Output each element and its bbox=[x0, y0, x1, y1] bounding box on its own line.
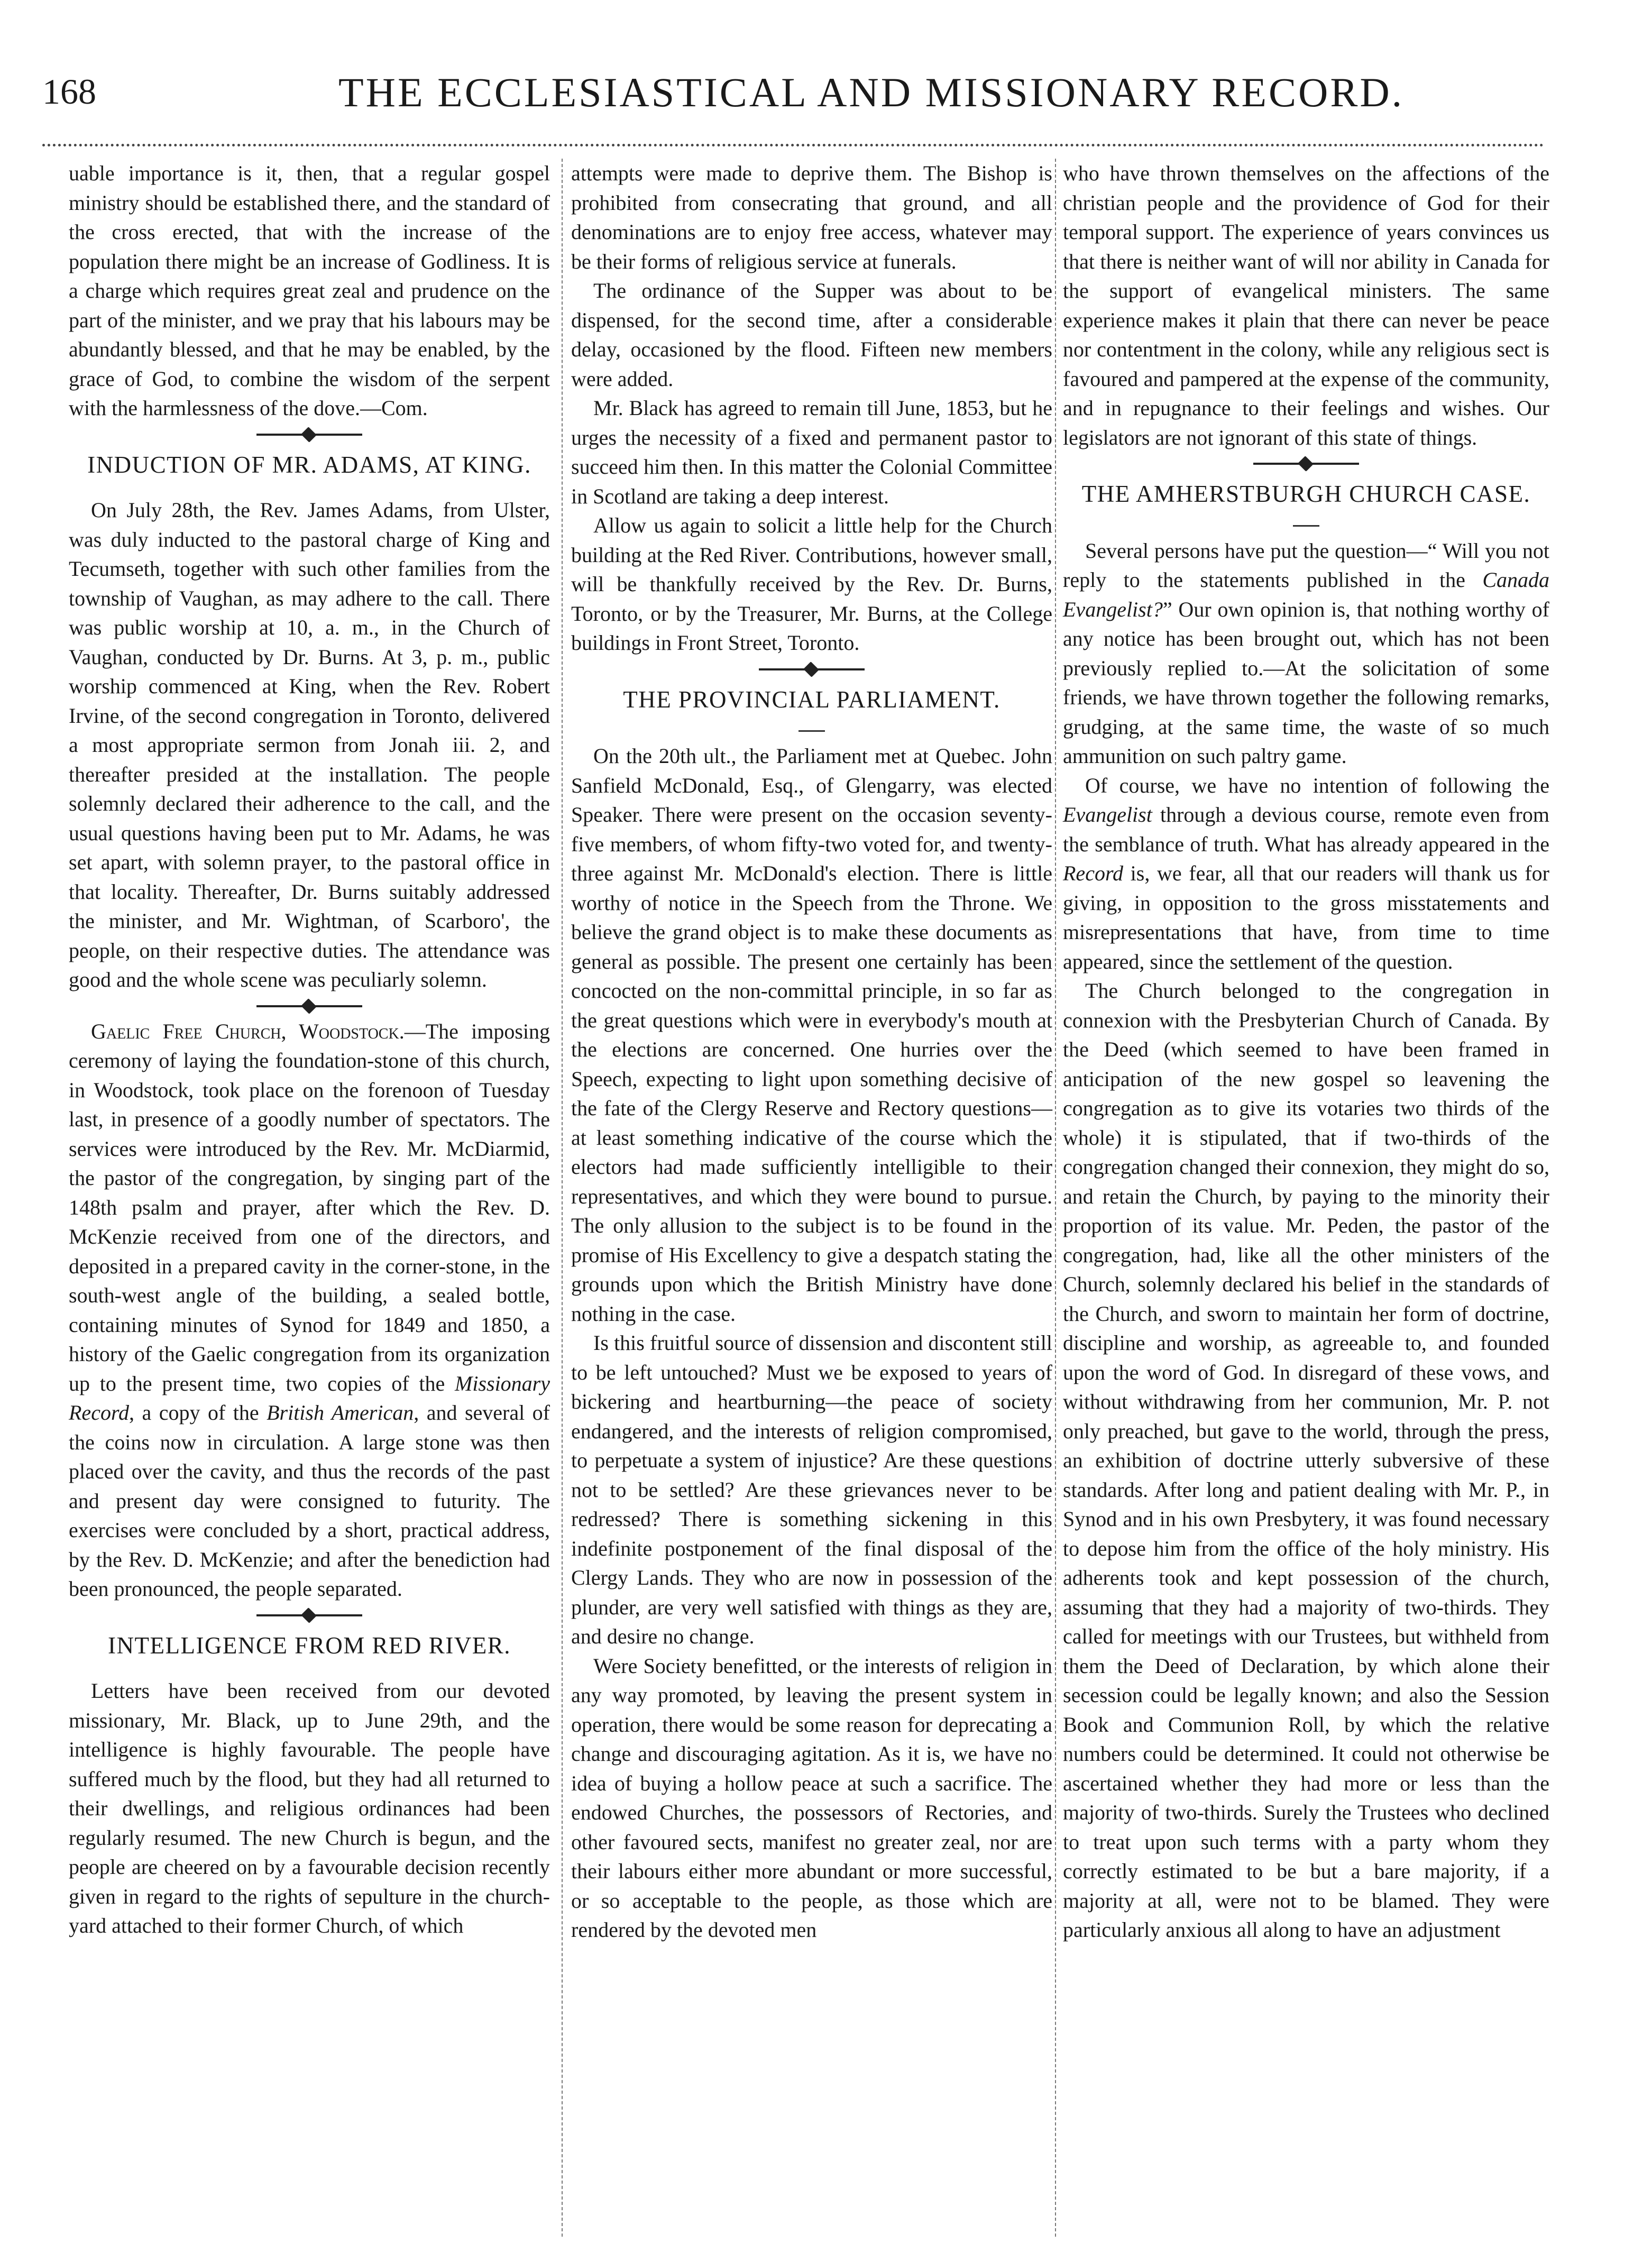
article-continuation: who have thrown themselves on the affections of the christian people and the providence of God for their temporal support. The experience of years convinces us that there is neither want of will nor ability in Canada for the support of evangelical ministers. The same experience makes it plain that there can never be peace nor contentment in the colony, while any religious sect is favoured and pampered at the expense of the community, and in repugnance to their feelings and wishes. Our legislators are not ignorant of this state of things. bbox=[1063, 161, 1549, 449]
article-continuation: uable importance is it, then, that a regular gospel ministry should be established there, and the standard of the cross erected, that with the increase of the population there might be an increase of Godliness. It is a charge which requires great zeal and prudence on the part of the minister, and we pray that his labours may be abundantly blessed, and that he may be enabled, by the grace of God, to combine the wisdom of the serpent with the harmlessness of the dove.—Com. bbox=[69, 161, 550, 420]
column-3 bbox=[1063, 159, 1549, 1945]
article-continuation: attempts were made to deprive them. The Bishop is prohibited from consecrating that ground, and all denominations are to enjoy free access, whatever may be their forms of religious service at funerals. bbox=[571, 161, 1052, 273]
section-ornament bbox=[256, 999, 362, 1014]
journal-title: THE ECCLESIASTICAL AND MISSIONARY RECORD. bbox=[338, 69, 1405, 115]
column-1 bbox=[69, 159, 550, 1941]
section-ornament bbox=[759, 662, 865, 677]
paragraph-red-river: Letters have been received from our devoted missionary, Mr. Black, up to June 29th, and the intelligence is highly favourable. The people have suffered much by the flood, but they had all returned to their dwellings, and religious ordinances had been regularly resumed. The new Church is begun, and the people are cheered on by a favourable decision recently given in regard to the rights of sepulture in the church-yard attached to their former Church, of which bbox=[69, 1679, 550, 1937]
column-2 bbox=[571, 159, 1052, 1945]
page-number: 168 bbox=[42, 71, 96, 112]
paragraph-black: Mr. Black has agreed to remain till June, 1853, but he urges the necessity of a fixed and permanent pastor to succeed him then. In this matter the Colonial Committee in Scotland are taking a deep interest. bbox=[571, 396, 1052, 508]
paragraph-several: Several persons have put the question—“ Will you not reply to the statements published in the Canada Evangelist?” Our own opinion is, that nothing worthy of any notice has been brought out, which has not been previously replied to.—At the solicitation of some friends, we have thrown together the following remarks, grudging, at the same time, the waste of so much ammunition on such paltry game. bbox=[1063, 538, 1549, 768]
page-header bbox=[42, 63, 1576, 122]
section-ornament bbox=[256, 1608, 362, 1623]
paragraph-parliament: On the 20th ult., the Parliament met at Quebec. John Sanfield McDonald, Esq., of Glengarry, was elected Speaker. There were present on the occasion seventy-five members, of whom fifty-two voted for, and twenty-three against Mr. McDonald's election. There is little worthy of notice in the Speech from the Throne. We believe the grand object is to make these documents as general as possible. The present one certainly has been concocted on the non-committal principle, in so far as the great questions which were in everybody's mouth at the elections are concerned. One hurries over the Speech, expecting to light upon something decisive of the fate of the Clergy Reserve and Rectory questions—at least something indicative of the course which the electors had made sufficiently intelligible to their representatives, and which they were bound to pursue. The only allusion to the subject is to be found in the promise of His Excellency to give a despatch stating the grounds upon which the British Ministry have done nothing in the case. bbox=[571, 744, 1052, 1326]
paragraph-induction: On July 28th, the Rev. James Adams, from Ulster, was duly inducted to the pastoral charge of King and Tecumseth, together with such other families from the township of Vaughan, as may adhere to the call. There was public worship at 10, a. m., in the Church of Vaughan, conducted by Dr. Burns. At 3, p. m., public worship commenced at King, when the Rev. Robert Irvine, of the second congregation in Toronto, delivered a most appropriate sermon from Jonah iii. 2, and thereafter presided at the installation. The people solemnly declared their adherence to the call, and the usual questions having been put to Mr. Adams, he was set apart, with solemn prayer, to the pastoral office in that locality. Thereafter, Dr. Burns suitably addressed the minister, and Mr. Wightman, of Scarboro', the people, on their respective duties. The attendance was good and the whole scene was peculiarly solemn. bbox=[69, 498, 550, 991]
paragraph-church: The Church belonged to the congregation in connexion with the Presbyterian Church of Canada. By the Deed (which seemed to have been framed in anticipation of the new gospel so leavening the congregation as to give its votaries two thirds of the whole) it is stipulated, that if two-thirds of the congregation changed their connexion, they might do so, and retain the Church, by paying to the minority their proportion of its value. Mr. Peden, the pastor of the congregation, had, like all the other ministers of the Church, solemnly declared his belief in the standards of the Church, and sworn to maintain her form of doctrine, discipline and worship, as agreeable to, and founded upon the word of God. In disregard of these vows, and without withdrawing from her communion, Mr. P. not only preached, but gave to the world, through the press, an exhibition of doctrine utterly subversive of these standards. After long and patient dealing with Mr. P., in Synod and in his own Presbytery, it was found necessary to depose him from the office of the holy ministry. His adherents took and kept possession of the church, assuming that they had a majority of two-thirds. They called for meetings with our Trustees, but withheld from them the Deed of Declaration, by which alone their secession could be legally known; and also the Session Book and Communion Roll, by which the relative numbers could be determined. It could not otherwise be ascertained whether they had more or less than the majority of two-thirds. Surely the Trustees who declined to treat upon such terms with a party whom they correctly estimated to be but a bare majority, if a majority at all, were not to be blamed. They were particularly anxious all along to have an adjustment bbox=[1063, 979, 1549, 1942]
heading-rule bbox=[1293, 525, 1319, 527]
column-divider bbox=[1055, 159, 1056, 2237]
paragraph-allow: Allow us again to solicit a little help for the Church building at the Red River. Contributions, however small, will be thankfully received by the Rev. Dr. Burns, Toronto, or by the Treasurer, Mr. Burns, at the College buildings in Front Street, Toronto. bbox=[571, 513, 1052, 655]
section-ornament bbox=[256, 427, 362, 442]
paragraph-supper: The ordinance of the Supper was about to be dispensed, for the second time, after a considerable delay, occasioned by the flood. Fifteen new members were added. bbox=[571, 279, 1052, 391]
paragraph-society: Were Society benefitted, or the interests of religion in any way promoted, by leaving the present system in operation, there would be some reason for deprecating a change and discouraging agitation. As it is, we have no idea of buying a hollow peace at such a sacrifice. The endowed Churches, the possessors of Rectories, and other favoured sects, manifest no greater zeal, nor are their labours either more abundant or more successful, or so acceptable to the people, as those which are rendered by the devoted men bbox=[571, 1653, 1052, 1942]
gaelic-lead: Gaelic Free Church, Woodstock. bbox=[91, 1019, 405, 1043]
heading-rule bbox=[799, 730, 825, 732]
paragraph-of-course: Of course, we have no intention of following the Evangelist through a devious course, remote even from the semblance of truth. What has already appeared in the Record is, we fear, all that our readers will thank us for giving, in opposition to the gross misstatements and misrepresentations that have, from time to time appeared, since the settlement of the question. bbox=[1063, 773, 1549, 973]
heading-parliament: THE PROVINCIAL PARLIAMENT. bbox=[623, 686, 1001, 713]
heading-amherstburgh: THE AMHERSTBURGH CHURCH CASE. bbox=[1081, 481, 1531, 507]
heading-induction: INDUCTION OF MR. ADAMS, AT KING. bbox=[87, 451, 531, 478]
column-divider bbox=[562, 159, 563, 2237]
section-ornament bbox=[1253, 456, 1359, 471]
paragraph-fruitful: Is this fruitful source of dissension and discontent still to be left untouched? Must we be exposed to years of bickering and heartburning—the peace of society endangered, and the interests of religion compromised, to perpetuate a system of injustice? Are these questions not to be settled? Are these grievances never to be redressed? There is something sickening in this indefinite postponement of the final disposal of the Clergy Lands. They who are now in possession of the plunder, are very well satisfied with things as they are, and desire no change. bbox=[571, 1331, 1052, 1648]
paragraph-gaelic: Gaelic Free Church, Woodstock.—The imposing ceremony of laying the foundation-stone of this church, in Woodstock, took place on the forenoon of Tuesday last, in presence of a goodly number of spectators. The services were introduced by the Rev. Mr. McDiarmid, the pastor of the congregation, by singing part of the 148th psalm and prayer, after which the Rev. D. McKenzie received from one of the directors, and deposited in a prepared cavity in the corner-stone, in the south-west angle of the building, a sealed bottle, containing minutes of Synod for 1849 and 1850, a history of the Gaelic congregation from its organization up to the present time, two copies of the Missionary Record, a copy of the British American, and several of the coins now in circulation. A large stone was then placed over the cavity, and thus the records of the past and present day were consigned to futurity. The exercises were concluded by a short, practical address, by the Rev. D. McKenzie; and after the benediction had been pronounced, the people separated. bbox=[69, 1019, 550, 1601]
header-rule bbox=[42, 144, 1544, 146]
heading-red-river: INTELLIGENCE FROM RED RIVER. bbox=[108, 1632, 511, 1659]
